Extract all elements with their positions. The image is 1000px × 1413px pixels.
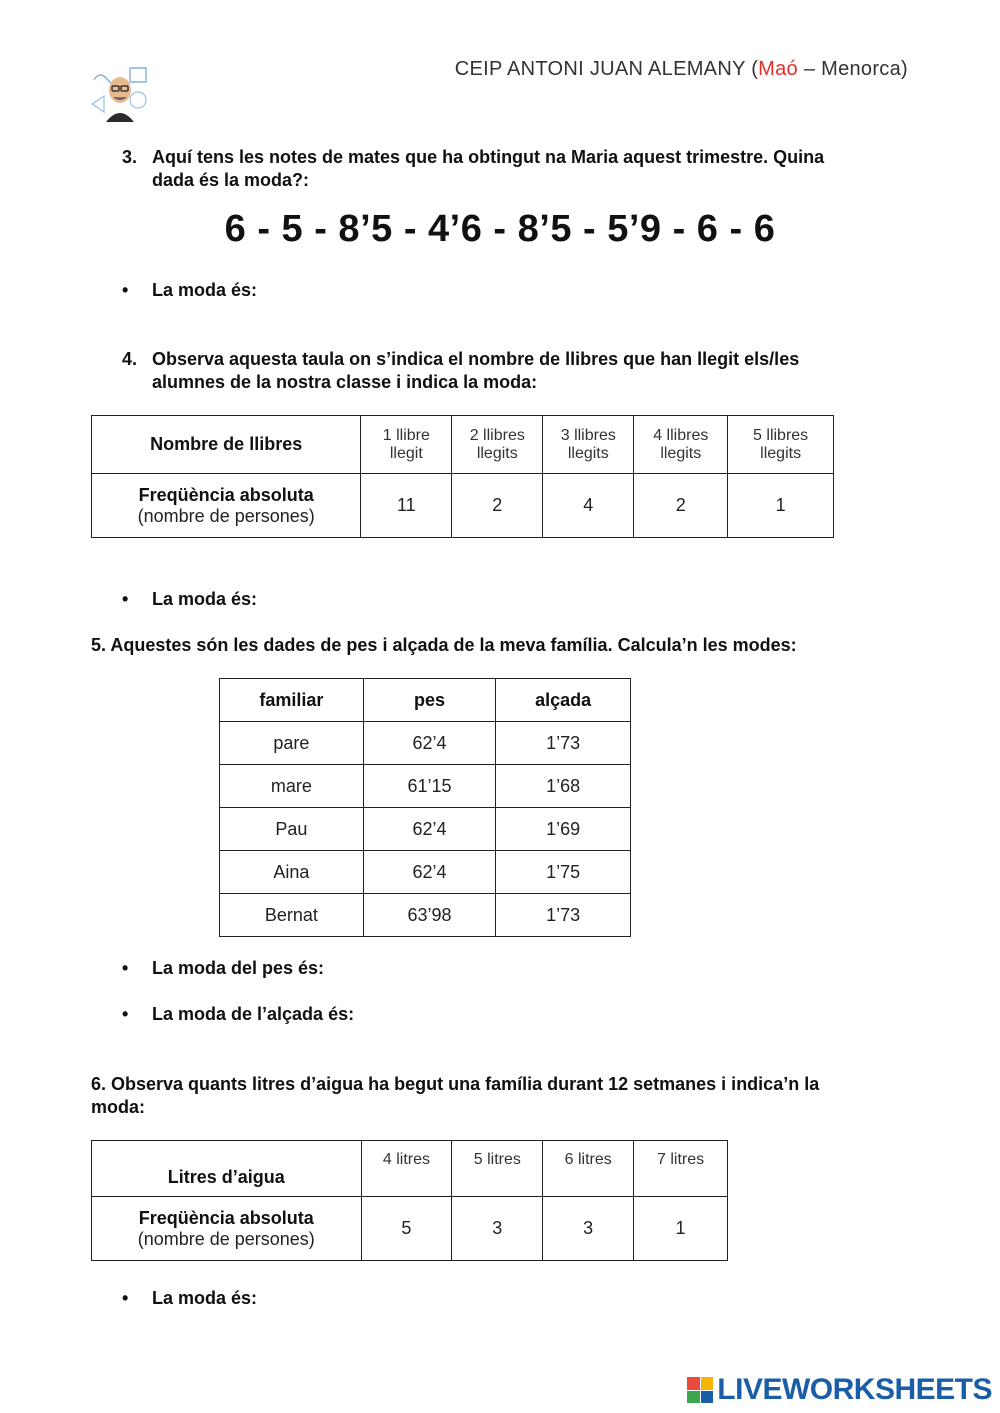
value-cell: 11 (361, 474, 452, 538)
table-row: Pau 62’4 1’69 (220, 808, 631, 851)
question-4: 4. Observa aquesta taula on s’indica el nombre de llibres que han llegit els/les alumnes de la nostra classe i indica la moda: (122, 349, 800, 392)
water-frequency-table (91, 1140, 728, 1261)
table-row: mare 61’15 1’68 (220, 765, 631, 808)
value-cell: 2 (634, 474, 728, 538)
value-cell: 2 (452, 474, 543, 538)
table-row: pare 62’4 1’73 (220, 722, 631, 765)
row-label: Litres d’aigua (92, 1141, 362, 1197)
value-cell: 1 (634, 1197, 728, 1261)
liveworksheets-logo (687, 1373, 992, 1407)
column-header: pes (363, 679, 496, 722)
bullet-icon: • (122, 589, 129, 609)
q5-height-bullet: • La moda de l’alçada és: (122, 1004, 355, 1024)
table-row: Bernat 63’98 1’73 (220, 894, 631, 937)
school-name: CEIP ANTONI JUAN ALEMANY (Maó – Menorca) (454, 58, 908, 80)
value-cell: 3 (452, 1197, 543, 1261)
header-cell: 4 litres (361, 1141, 452, 1197)
bullet-icon: • (122, 280, 129, 300)
header-cell: 3 llibres llegits (543, 416, 634, 474)
town-name: Maó (758, 58, 798, 80)
q6-answer-bullet: • La moda és: (122, 1288, 258, 1308)
family-weight-height-table (219, 678, 631, 937)
books-frequency-table (91, 415, 834, 538)
question-5: 5. Aquestes són les dades de pes i alçada de la meva família. Calcula’n les modes: (91, 635, 797, 655)
header-cell: 5 llibres llegits (728, 416, 834, 474)
value-cell: 3 (543, 1197, 634, 1261)
bullet-icon: • (122, 958, 129, 978)
q4-answer-bullet: • La moda és: (122, 589, 258, 609)
header-cell: 5 litres (452, 1141, 543, 1197)
row-label: Freqüència absoluta (nombre de persones) (92, 1197, 362, 1261)
column-header: familiar (220, 679, 364, 722)
header-cell: 1 llibre llegit (361, 416, 452, 474)
value-cell: 1 (728, 474, 834, 538)
row-label: Nombre de llibres (92, 416, 361, 474)
bullet-icon: • (122, 1288, 129, 1308)
q3-answer-bullet: • La moda és: (122, 280, 258, 300)
question-3: 3. Aquí tens les notes de mates que ha obtingut na Maria aquest trimestre. Quina dada és la moda?: (122, 147, 825, 190)
grades-sequence: 6 - 5 - 8’5 - 4’6 - 8’5 - 5’9 - 6 - 6 (224, 208, 776, 250)
header-cell: 6 litres (543, 1141, 634, 1197)
header-cell: 4 llibres llegits (634, 416, 728, 474)
q5-weight-bullet: • La moda del pes és: (122, 958, 325, 978)
column-header: alçada (496, 679, 631, 722)
question-6: 6. Observa quants litres d’aigua ha begut una família durant 12 setmanes i indica’n la moda: (91, 1074, 820, 1117)
liveworksheets-mark-icon (687, 1377, 713, 1403)
header-cell: 7 litres (634, 1141, 728, 1197)
row-label: Freqüència absoluta (nombre de persones) (92, 474, 361, 538)
teacher-avatar-logo (90, 60, 152, 122)
bullet-icon: • (122, 1004, 129, 1024)
value-cell: 5 (361, 1197, 452, 1261)
header-cell: 2 llibres llegits (452, 416, 543, 474)
liveworksheets-brand: LIVEWORKSHEETS (717, 1373, 992, 1406)
table-row: Aina 62’4 1’75 (220, 851, 631, 894)
value-cell: 4 (543, 474, 634, 538)
